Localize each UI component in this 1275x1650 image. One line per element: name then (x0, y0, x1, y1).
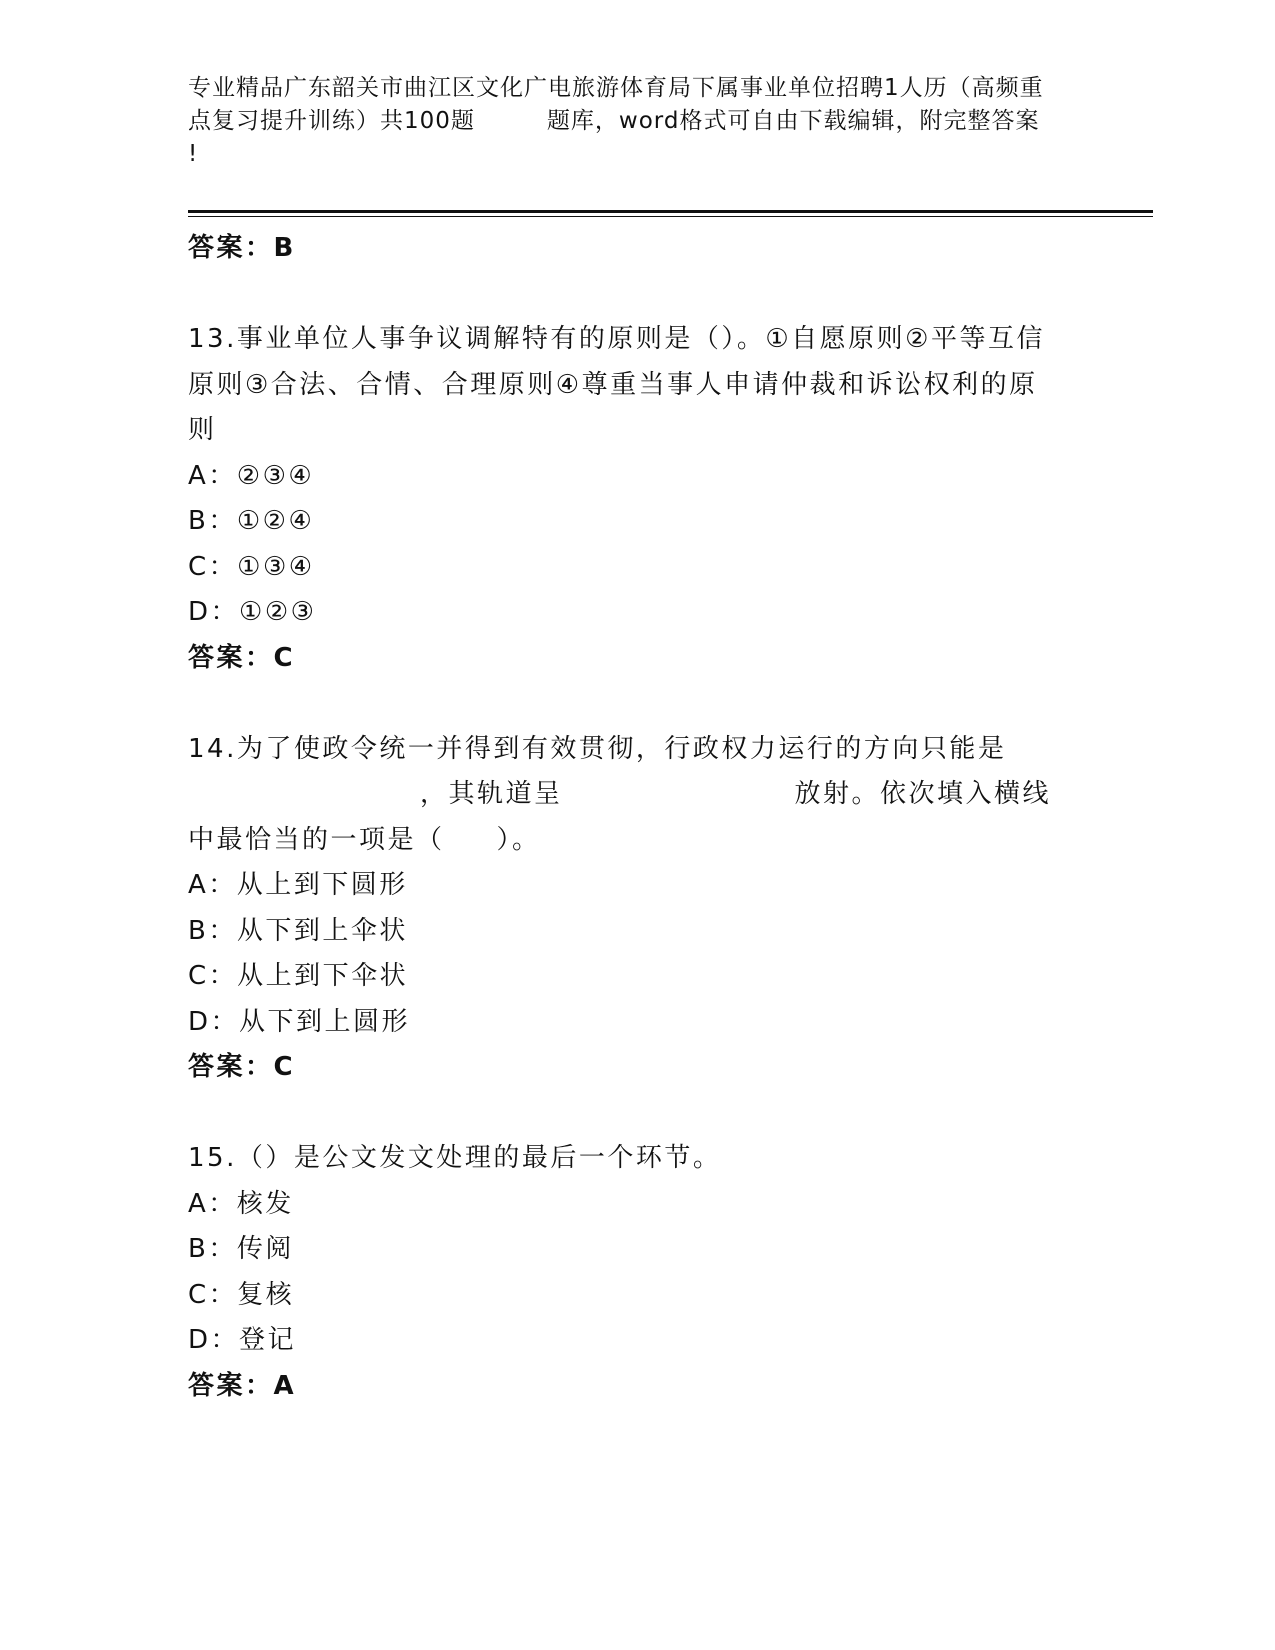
option-b: B：从下到上伞状 (188, 915, 408, 946)
question-15 (188, 1136, 1088, 1409)
question-stem-line: 15.（）是公文发文处理的最后一个环节。 (188, 1143, 722, 1173)
document-header (188, 72, 1088, 171)
option-d: D：登记 (188, 1325, 297, 1355)
stem-fragment: 放射。依次填入横线 (794, 779, 1052, 809)
stem-fragment: 中最恰当的一项是（ (188, 824, 445, 855)
question-13 (188, 317, 1088, 681)
question-stem-line: 则 (188, 415, 217, 445)
option-b: B：传阅 (188, 1234, 294, 1264)
header-rule-thin (188, 216, 1153, 217)
header-line-2 (188, 105, 1088, 138)
header-line-1: 专业精品广东韶关市曲江区文化广电旅游体育局下属事业单位招聘1人历（高频重 (188, 75, 1044, 101)
answer: 答案：A (188, 1370, 297, 1401)
option-c: C：从上到下伞状 (188, 961, 409, 991)
header-line-3: ! (188, 141, 199, 167)
answer: 答案：C (188, 642, 296, 673)
option-a: A：核发 (188, 1188, 294, 1219)
previous-answer: 答案：B (188, 233, 296, 263)
header-rule-thick (188, 210, 1153, 213)
option-a: A：②③④ (188, 460, 315, 491)
question-14 (188, 727, 1088, 1091)
question-stem-line: 原则③合法、合情、合理原则④尊重当事人申请仲裁和诉讼权利的原 (188, 369, 1038, 400)
question-stem-line: 13.事业单位人事争议调解特有的原则是（）。①自愿原则②平等互信 (188, 324, 1045, 354)
stem-fragment: ，其轨道呈 (420, 779, 563, 809)
option-b: B：①②④ (188, 506, 315, 536)
option-c: C：①③④ (188, 551, 315, 582)
option-d: D：从下到上圆形 (188, 1006, 411, 1037)
header-line-2b: 题库，word格式可自由下载编辑，附完整答案 (546, 108, 1040, 134)
option-c: C：复核 (188, 1279, 295, 1310)
option-d: D：①②③ (188, 597, 317, 627)
header-line-2a: 点复习提升训练）共100题 (188, 108, 475, 134)
question-stem-line (188, 818, 1088, 864)
question-stem-line (188, 772, 1088, 818)
answer: 答案：C (188, 1052, 296, 1082)
option-a: A：从上到下圆形 (188, 870, 408, 900)
stem-fragment: ）。 (496, 824, 541, 855)
question-list (188, 226, 1088, 1409)
question-stem-line: 14.为了使政令统一并得到有效贯彻，行政权力运行的方向只能是 (188, 733, 1007, 764)
